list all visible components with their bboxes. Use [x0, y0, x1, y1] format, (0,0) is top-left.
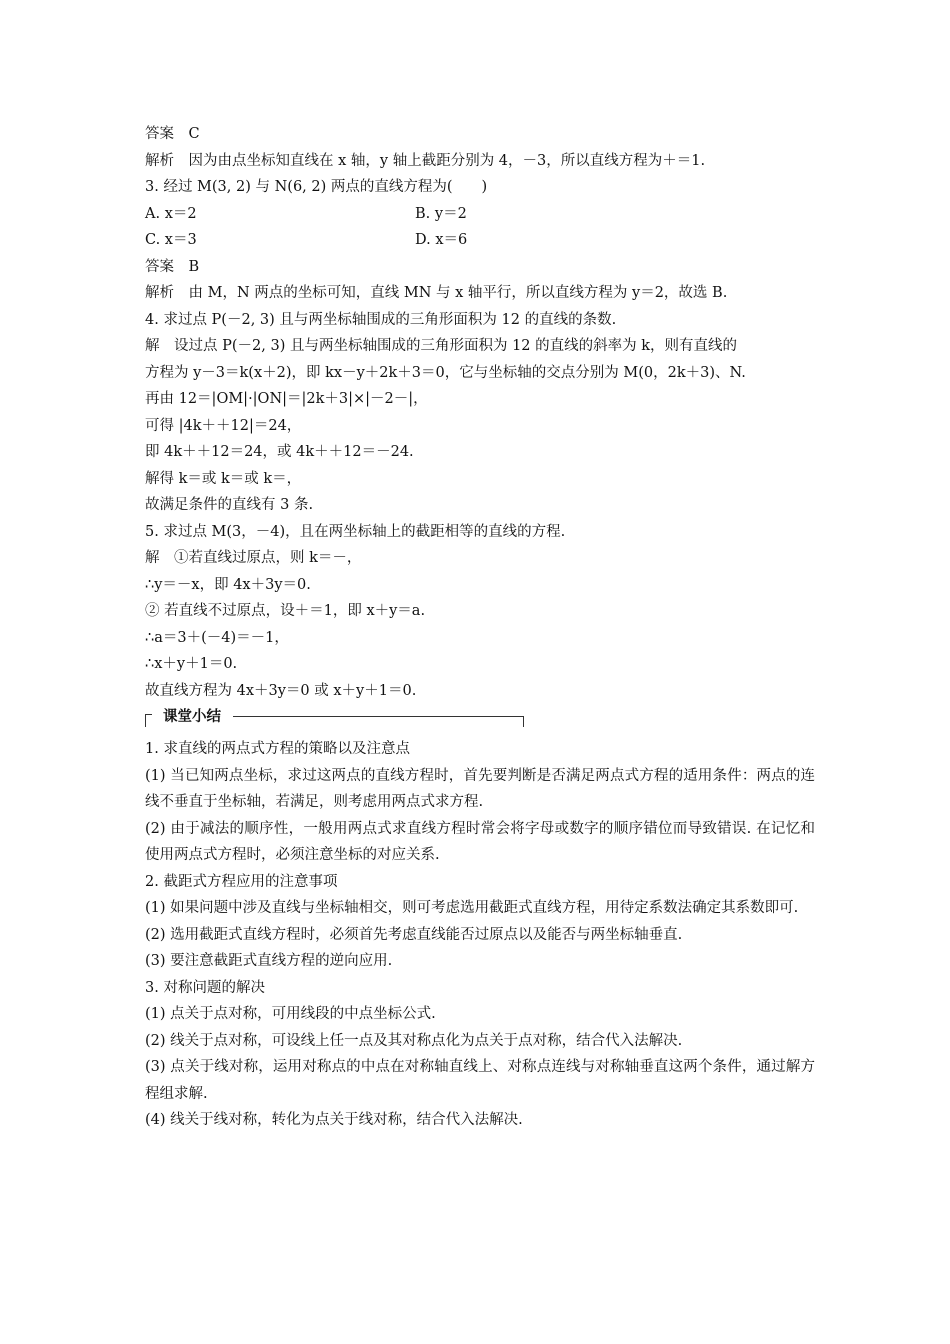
summary-heading-2: 2. 截距式方程应用的注意事项 [145, 873, 338, 890]
section-header [145, 706, 815, 736]
summary-item: (3) 点关于线对称，运用对称点的中点在对称轴直线上、对称点连线与对称轴垂直这两个条件，通过解方程组求解. [145, 1059, 815, 1102]
summary-item: (1) 如果问题中涉及直线与坐标轴相交，则可考虑选用截距式直线方程，用待定系数法确定其系数即可. [145, 900, 799, 916]
solution-line: ∴a＝3＋(－4)＝－1， [145, 629, 289, 646]
solution-line: 方程为 y－3＝k(x＋2)，即 kx－y＋2k＋3＝0，它与坐标轴的交点分别为 M(0，2k＋3)、N. [145, 364, 746, 381]
header-bracket-left [145, 714, 152, 727]
question-4: 4. 求过点 P(－2, 3) 且与两坐标轴围成的三角形面积为 12 的直线的条数. [145, 311, 617, 328]
solution-line: 故满足条件的直线有 3 条. [145, 497, 314, 513]
question-5: 5. 求过点 M(3，－4)，且在两坐标轴上的截距相等的直线的方程. [145, 523, 566, 540]
summary-item: (1) 点关于点对称，可用线段的中点坐标公式. [145, 1006, 436, 1022]
solution-line: ∴y＝－x，即 4x＋3y＝0. [145, 576, 311, 593]
solution-line: 解 设过点 P(－2, 3) 且与两坐标轴围成的三角形面积为 12 的直线的斜率为 k，则有直线的 [145, 338, 738, 354]
solution-line: 故直线方程为 4x＋3y＝0 或 x＋y＋1＝0. [145, 682, 417, 699]
solution-line: ∴x＋y＋1＝0. [145, 656, 238, 672]
question-3: 3. 经过 M(3, 2) 与 N(6, 2) 两点的直线方程为( ) [145, 179, 488, 195]
document-body [145, 121, 815, 1134]
summary-item: (2) 选用截距式直线方程时，必须首先考虑直线能否过原点以及能否与两坐标轴垂直. [145, 926, 683, 943]
options-row-2 [145, 227, 815, 254]
summary-item: (4) 线关于线对称，转化为点关于线对称，结合代入法解决. [145, 1112, 523, 1128]
solution-line: 解得 k＝或 k＝或 k＝， [145, 470, 302, 487]
analysis-line: 解析 因为由点坐标知直线在 x 轴，y 轴上截距分别为 4，－3，所以直线方程为＋＝1. [145, 152, 706, 169]
summary-item: (2) 由于减法的顺序性，一般用两点式求直线方程时常会将字母或数字的顺序错位而导致错误. 在记忆和使用两点式方程时，必须注意坐标的对应关系. [145, 820, 815, 863]
solution-line: 可得 |4k＋＋12|＝24， [145, 417, 302, 434]
summary-heading-1: 1. 求直线的两点式方程的策略以及注意点 [145, 741, 410, 757]
solution-line: 解 ①若直线过原点，则 k＝－， [145, 550, 362, 566]
header-rule [233, 716, 524, 727]
summary-item: (3) 要注意截距式直线方程的逆向应用. [145, 953, 393, 969]
summary-item: (2) 线关于点对称，可设线上任一点及其对称点化为点关于点对称，结合代入法解决. [145, 1032, 683, 1049]
option-b: B. y＝2 [415, 205, 467, 222]
solution-line: ② 若直线不过原点，设＋＝1，即 x＋y＝a. [145, 603, 426, 619]
analysis-line: 解析 由 M，N 两点的坐标可知，直线 MN 与 x 轴平行，所以直线方程为 y＝2，故选 B. [145, 285, 728, 301]
options-row-1 [145, 201, 815, 228]
section-title: 课堂小结 [163, 709, 221, 725]
solution-line: 再由 12＝|OM|·|ON|＝|2k＋3|×|－2－|， [145, 391, 428, 407]
answer-line: 答案 B [145, 258, 200, 275]
summary-heading-3: 3. 对称问题的解决 [145, 979, 265, 996]
option-d: D. x＝6 [415, 232, 468, 248]
summary-item: (1) 当已知两点坐标，求过这两点的直线方程时，首先要判断是否满足两点式方程的适用条件：两点的连线不垂直于坐标轴，若满足，则考虑用两点式求方程. [145, 767, 815, 810]
solution-line: 即 4k＋＋12＝24，或 4k＋＋12＝－24. [145, 444, 414, 460]
answer-line: 答案 C [145, 126, 200, 142]
option-c: C. x＝3 [145, 232, 197, 248]
option-a: A. x＝2 [145, 205, 197, 222]
